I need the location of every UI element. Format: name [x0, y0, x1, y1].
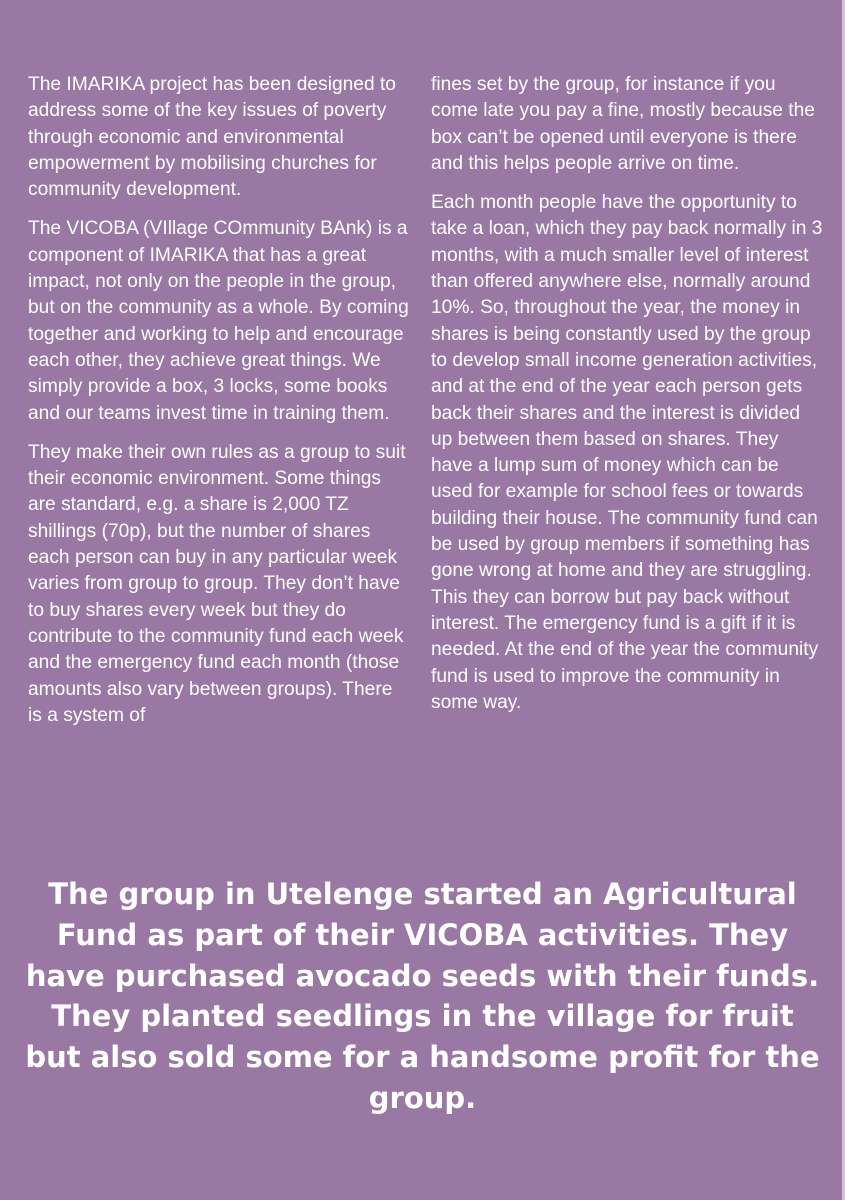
paragraph-vicoba-description: The VICOBA (VIllage COmmunity BAnk) is a component of IMARIKA that has a great impact, not only on the people in the group, but on the community as a whole. By coming together and working to help and encourage each other, they achieve great things. We simply provide a box, 3 locks, some books and our teams invest time in training them.: [28, 218, 409, 424]
paragraph-group-rules: They make their own rules as a group to suit their economic environment. Some things are standard, e.g. a share is 2,000 TZ shillings (70p), but the number of shares each person can buy in any particular week varies from group to group. They don’t have to buy shares every week but they do contribute to the community fund each week and the emergency fund each month (those amounts also vary between groups). There is a system of: [28, 441, 406, 726]
paragraph-loans: Each month people have the opportunity to take a loan, which they pay back normally in 3 months, with a much smaller level of interest than offered anywhere else, normally around 10%. So, throughout the year, the money in shares is being constantly used by the group to develop small income generation activities, and at the end of the year each person gets back their shares and the interest is divided up between them based on shares. They have a lump sum of money which can be used for example for school fees or towards building their house. The community fund can be used by group members if something has gone wrong at home and they are struggling. This they can borrow but pay back without interest. The emergency fund is a gift if it is needed. At the end of the year the community fund is used to improve the community in some way.: [431, 192, 823, 713]
callout-agricultural-fund: The group in Utelenge started an Agricultural Fund as part of their VICOBA activities. They have purchased avocado seeds with their funds. They planted seedlings in the village for fruit but also sold some for a handsome profit for the group.: [25, 877, 820, 1115]
paragraph-fines: fines set by the group, for instance if you come late you pay a fine, mostly because the box can’t be opened until everyone is there and this helps people arrive on time.: [431, 74, 815, 174]
left-text-column: [28, 72, 410, 742]
paragraph-imarika-intro: The IMARIKA project has been designed to address some of the key issues of poverty through economic and environmental empowerment by mobilising churches for community development.: [28, 74, 396, 201]
right-text-column: [431, 72, 823, 729]
